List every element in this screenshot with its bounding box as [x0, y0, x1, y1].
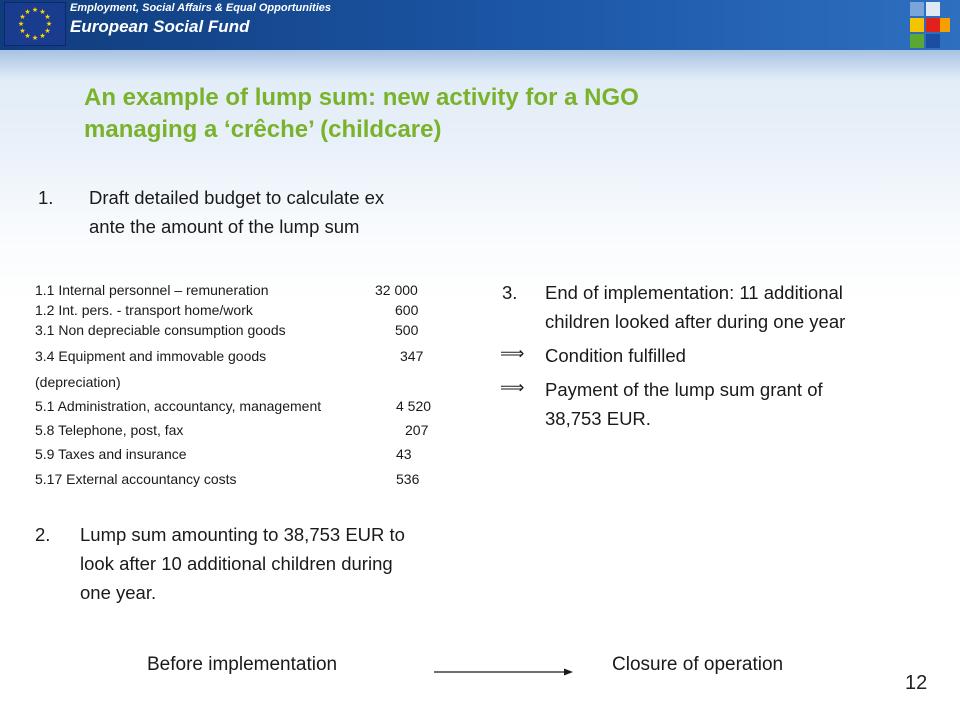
page-number: 12: [905, 672, 928, 694]
budget-label: 5.8 Telephone, post, fax: [35, 422, 184, 438]
svg-text:★: ★: [19, 28, 26, 35]
condition-fulfilled: Condition fulfilled: [545, 345, 686, 366]
step-3-line-1: End of implementation: 11 additional: [545, 282, 843, 303]
budget-label: 5.1 Administration, accountancy, management: [35, 398, 322, 414]
svg-text:★: ★: [17, 21, 25, 28]
svg-text:★: ★: [45, 21, 53, 28]
payment-note: [545, 375, 935, 435]
implies-arrow-icon: ⟹: [500, 344, 525, 363]
budget-value: 32 000: [375, 282, 418, 298]
step-2: [35, 520, 505, 612]
step-1: [38, 183, 498, 243]
timeline-arrow-icon: [434, 667, 574, 677]
step-2-line-2: look after 10 additional children during: [80, 553, 393, 574]
step-3-line-2: children looked after during one year: [545, 311, 846, 332]
budget-value: 43: [396, 446, 412, 462]
fund-name: European Social Fund: [70, 17, 250, 36]
svg-text:★: ★: [44, 28, 51, 35]
svg-text:★: ★: [24, 33, 31, 40]
budget-row: [35, 446, 412, 462]
step-3: [502, 278, 942, 338]
budget-label: 3.1 Non depreciable consumption goods: [35, 322, 286, 338]
budget-row: [35, 374, 121, 390]
eu-flag-icon: [4, 2, 66, 46]
timeline-before: Before implementation: [147, 654, 338, 675]
budget-row: [35, 348, 424, 364]
timeline-after: Closure of operation: [612, 654, 784, 675]
budget-value: 347: [400, 348, 424, 364]
payment-line-2: 38,753 EUR.: [545, 408, 651, 429]
svg-text:★: ★: [31, 35, 39, 42]
step-2-line-1: Lump sum amounting to 38,753 EUR to: [80, 524, 405, 545]
implies-arrow-icon: ⟹: [500, 378, 525, 397]
budget-row: [35, 471, 420, 487]
budget-label: 1.2 Int. pers. - transport home/work: [35, 302, 253, 318]
budget-value: 600: [395, 302, 419, 318]
budget-row: [35, 322, 419, 338]
step-3-number: 3.: [502, 282, 518, 303]
dg-name: Employment, Social Affairs & Equal Opportunities: [70, 2, 331, 14]
slide-title: [84, 82, 844, 146]
budget-row: [35, 282, 418, 298]
title-line-2: managing a ‘crêche’ (childcare): [84, 116, 442, 143]
budget-value: 4 520: [396, 398, 432, 414]
budget-label: 3.4 Equipment and immovable goods: [35, 348, 267, 364]
budget-row: [35, 422, 429, 438]
budget-value: 500: [395, 322, 419, 338]
step-2-line-3: one year.: [80, 582, 157, 603]
step-1-line-1: Draft detailed budget to calculate ex: [89, 187, 385, 208]
budget-value: 536: [396, 471, 420, 487]
svg-text:★: ★: [31, 7, 39, 14]
budget-label: 5.17 External accountancy costs: [35, 471, 237, 487]
step-1-line-2: ante the amount of the lump sum: [89, 216, 360, 237]
svg-text:★: ★: [39, 9, 46, 16]
svg-text:★: ★: [19, 14, 26, 21]
step-1-number: 1.: [38, 187, 54, 208]
svg-text:★: ★: [39, 33, 46, 40]
budget-label: (depreciation): [35, 374, 121, 390]
payment-line-1: Payment of the lump sum grant of: [545, 379, 823, 400]
budget-label: 5.9 Taxes and insurance: [35, 446, 187, 462]
svg-text:★: ★: [24, 9, 31, 16]
budget-row: [35, 398, 432, 414]
svg-text:★: ★: [44, 14, 51, 21]
budget-value: 207: [405, 422, 429, 438]
esf-logo-icon: [908, 0, 952, 50]
title-line-1: An example of lump sum: new activity for a NGO: [84, 84, 639, 111]
budget-label: 1.1 Internal personnel – remuneration: [35, 282, 269, 298]
budget-row: [35, 302, 419, 318]
step-2-number: 2.: [35, 524, 51, 545]
header-fade: [0, 50, 960, 80]
